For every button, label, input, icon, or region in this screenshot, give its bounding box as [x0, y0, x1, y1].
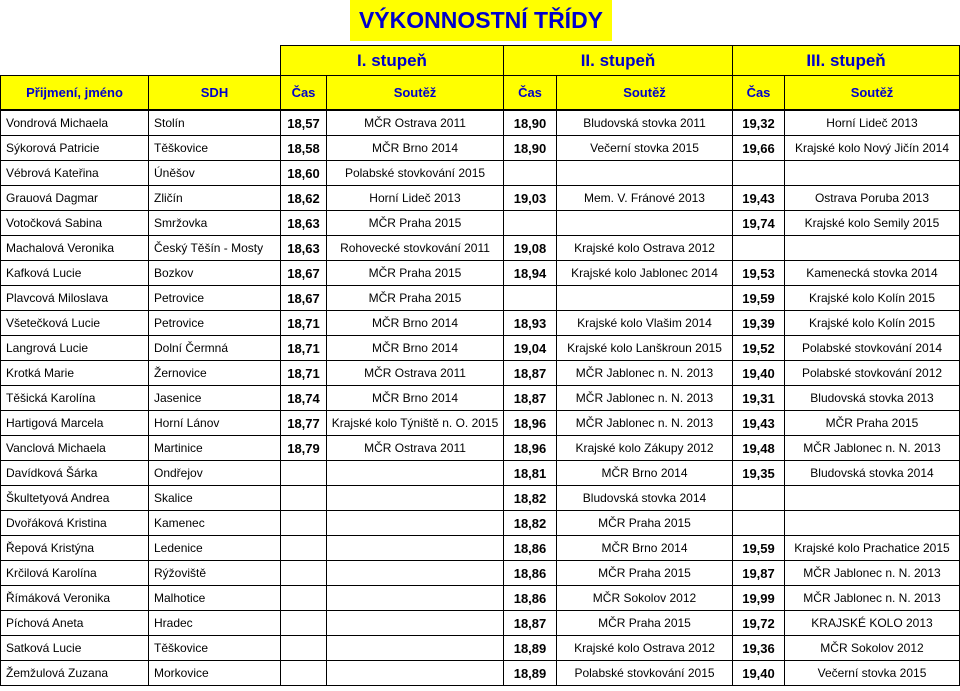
cell-cas-3: 19,39 — [733, 311, 785, 336]
cell-cas-1 — [281, 561, 327, 586]
table-row — [1, 136, 960, 161]
cell-soutez-2: MČR Brno 2014 — [557, 536, 733, 561]
cell-soutez-1: MČR Brno 2014 — [327, 136, 504, 161]
table-row — [1, 536, 960, 561]
cell-sdh: Horní Lánov — [149, 411, 281, 436]
column-header-name: Přijmení, jméno — [1, 76, 149, 110]
cell-cas-1: 18,62 — [281, 186, 327, 211]
cell-name: Vanclová Michaela — [1, 436, 149, 461]
table-row — [1, 586, 960, 611]
table-row — [1, 461, 960, 486]
cell-sdh: Stolín — [149, 111, 281, 136]
cell-soutez-1: MČR Brno 2014 — [327, 386, 504, 411]
cell-sdh: Skalice — [149, 486, 281, 511]
cell-cas-3: 19,87 — [733, 561, 785, 586]
cell-cas-2: 18,89 — [504, 636, 557, 661]
cell-soutez-1: Rohovecké stovkování 2011 — [327, 236, 504, 261]
cell-cas-1: 18,67 — [281, 286, 327, 311]
cell-soutez-3: MČR Jablonec n. N. 2013 — [785, 436, 960, 461]
cell-soutez-2 — [557, 161, 733, 186]
header-spacer — [149, 46, 281, 76]
stupen-2-header: II. stupeň — [504, 46, 733, 76]
cell-sdh: Jasenice — [149, 386, 281, 411]
cell-cas-2: 18,90 — [504, 136, 557, 161]
cell-sdh: Malhotice — [149, 586, 281, 611]
cell-cas-2: 18,86 — [504, 536, 557, 561]
cell-soutez-1: MČR Praha 2015 — [327, 261, 504, 286]
cell-cas-2: 18,81 — [504, 461, 557, 486]
table-row — [1, 261, 960, 286]
cell-cas-3: 19,43 — [733, 411, 785, 436]
cell-cas-3: 19,72 — [733, 611, 785, 636]
cell-cas-3 — [733, 511, 785, 536]
cell-soutez-3 — [785, 486, 960, 511]
cell-name: Krotká Marie — [1, 361, 149, 386]
cell-cas-1 — [281, 486, 327, 511]
cell-cas-3: 19,36 — [733, 636, 785, 661]
cell-name: Sýkorová Patricie — [1, 136, 149, 161]
cell-soutez-1 — [327, 511, 504, 536]
cell-soutez-3: Krajské kolo Semily 2015 — [785, 211, 960, 236]
column-header-soutez-1: Soutěž — [327, 76, 504, 110]
cell-soutez-3: MČR Praha 2015 — [785, 411, 960, 436]
cell-cas-2: 18,82 — [504, 486, 557, 511]
cell-soutez-3: MČR Sokolov 2012 — [785, 636, 960, 661]
table-row — [1, 436, 960, 461]
cell-soutez-3: Polabské stovkování 2012 — [785, 361, 960, 386]
cell-cas-1: 18,77 — [281, 411, 327, 436]
cell-soutez-2 — [557, 286, 733, 311]
cell-cas-2: 18,96 — [504, 436, 557, 461]
cell-cas-2: 19,08 — [504, 236, 557, 261]
table-row — [1, 311, 960, 336]
cell-cas-1: 18,60 — [281, 161, 327, 186]
cell-name: Všetečková Lucie — [1, 311, 149, 336]
cell-name: Machalová Veronika — [1, 236, 149, 261]
cell-soutez-2: Bludovská stovka 2011 — [557, 111, 733, 136]
cell-sdh: Kamenec — [149, 511, 281, 536]
cell-cas-3: 19,35 — [733, 461, 785, 486]
cell-soutez-1: MČR Brno 2014 — [327, 311, 504, 336]
cell-sdh: Žernovice — [149, 361, 281, 386]
cell-name: Škultetyová Andrea — [1, 486, 149, 511]
cell-soutez-2: MČR Sokolov 2012 — [557, 586, 733, 611]
cell-cas-1: 18,79 — [281, 436, 327, 461]
cell-soutez-2: MČR Jablonec n. N. 2013 — [557, 386, 733, 411]
table-row — [1, 511, 960, 536]
table-row — [1, 486, 960, 511]
cell-soutez-2: Polabské stovkování 2015 — [557, 661, 733, 686]
cell-sdh: Ledenice — [149, 536, 281, 561]
cell-soutez-3: Krajské kolo Kolín 2015 — [785, 286, 960, 311]
cell-soutez-2: MČR Praha 2015 — [557, 561, 733, 586]
table-header — [0, 45, 960, 110]
cell-cas-2 — [504, 211, 557, 236]
cell-cas-1 — [281, 636, 327, 661]
cell-cas-2 — [504, 286, 557, 311]
cell-soutez-2: Krajské kolo Zákupy 2012 — [557, 436, 733, 461]
cell-cas-3: 19,31 — [733, 386, 785, 411]
cell-cas-2: 18,87 — [504, 361, 557, 386]
cell-soutez-3: Krajské kolo Nový Jičín 2014 — [785, 136, 960, 161]
cell-soutez-2: MČR Jablonec n. N. 2013 — [557, 361, 733, 386]
cell-cas-3: 19,43 — [733, 186, 785, 211]
cell-name: Těšická Karolína — [1, 386, 149, 411]
cell-soutez-1: MČR Praha 2015 — [327, 211, 504, 236]
cell-cas-1: 18,71 — [281, 311, 327, 336]
cell-soutez-2: Krajské kolo Lanškroun 2015 — [557, 336, 733, 361]
cell-cas-3: 19,59 — [733, 536, 785, 561]
cell-cas-2: 18,96 — [504, 411, 557, 436]
cell-sdh: Těškovice — [149, 636, 281, 661]
cell-soutez-3: KRAJSKÉ KOLO 2013 — [785, 611, 960, 636]
cell-cas-1: 18,71 — [281, 361, 327, 386]
cell-soutez-2: Krajské kolo Ostrava 2012 — [557, 236, 733, 261]
cell-soutez-1: MČR Praha 2015 — [327, 286, 504, 311]
cell-cas-3: 19,59 — [733, 286, 785, 311]
cell-soutez-2 — [557, 211, 733, 236]
column-header-cas-3: Čas — [733, 76, 785, 110]
cell-name: Votočková Sabina — [1, 211, 149, 236]
cell-sdh: Petrovice — [149, 286, 281, 311]
cell-cas-2: 18,90 — [504, 111, 557, 136]
table-row — [1, 411, 960, 436]
cell-soutez-1 — [327, 561, 504, 586]
cell-cas-2: 19,03 — [504, 186, 557, 211]
cell-soutez-2: MČR Brno 2014 — [557, 461, 733, 486]
table-row — [1, 611, 960, 636]
cell-soutez-2: MČR Praha 2015 — [557, 611, 733, 636]
results-table — [0, 110, 960, 686]
cell-soutez-2: Bludovská stovka 2014 — [557, 486, 733, 511]
cell-cas-2: 19,04 — [504, 336, 557, 361]
cell-name: Římáková Veronika — [1, 586, 149, 611]
cell-sdh: Bozkov — [149, 261, 281, 286]
cell-sdh: Český Těšín - Mosty — [149, 236, 281, 261]
cell-sdh: Martinice — [149, 436, 281, 461]
cell-soutez-3 — [785, 161, 960, 186]
cell-sdh: Hradec — [149, 611, 281, 636]
cell-cas-3 — [733, 161, 785, 186]
cell-cas-2: 18,86 — [504, 561, 557, 586]
cell-soutez-3: Bludovská stovka 2014 — [785, 461, 960, 486]
cell-cas-1: 18,58 — [281, 136, 327, 161]
cell-soutez-1: MČR Ostrava 2011 — [327, 436, 504, 461]
cell-cas-3: 19,99 — [733, 586, 785, 611]
cell-cas-1 — [281, 611, 327, 636]
cell-cas-2: 18,86 — [504, 586, 557, 611]
cell-soutez-1: MČR Ostrava 2011 — [327, 111, 504, 136]
cell-cas-1 — [281, 461, 327, 486]
cell-cas-1 — [281, 536, 327, 561]
cell-name: Vondrová Michaela — [1, 111, 149, 136]
column-header-soutez-2: Soutěž — [557, 76, 733, 110]
cell-soutez-3: Krajské kolo Prachatice 2015 — [785, 536, 960, 561]
cell-cas-1: 18,74 — [281, 386, 327, 411]
cell-sdh: Dolní Čermná — [149, 336, 281, 361]
cell-name: Řepová Kristýna — [1, 536, 149, 561]
cell-cas-1 — [281, 661, 327, 686]
cell-cas-3: 19,74 — [733, 211, 785, 236]
cell-soutez-1 — [327, 611, 504, 636]
cell-cas-2: 18,87 — [504, 386, 557, 411]
cell-cas-1: 18,63 — [281, 211, 327, 236]
cell-cas-1: 18,63 — [281, 236, 327, 261]
cell-soutez-1: Polabské stovkování 2015 — [327, 161, 504, 186]
table-row — [1, 186, 960, 211]
cell-sdh: Morkovice — [149, 661, 281, 686]
column-header-cas-2: Čas — [504, 76, 557, 110]
cell-soutez-1 — [327, 636, 504, 661]
cell-cas-3: 19,53 — [733, 261, 785, 286]
cell-cas-2: 18,87 — [504, 611, 557, 636]
cell-name: Hartigová Marcela — [1, 411, 149, 436]
cell-name: Dvořáková Kristina — [1, 511, 149, 536]
cell-soutez-1: Horní Lideč 2013 — [327, 186, 504, 211]
cell-sdh: Úněšov — [149, 161, 281, 186]
cell-cas-3 — [733, 236, 785, 261]
table-row — [1, 661, 960, 686]
page-title: VÝKONNOSTNÍ TŘÍDY — [350, 0, 612, 41]
cell-cas-2 — [504, 161, 557, 186]
column-header-soutez-3: Soutěž — [785, 76, 960, 110]
cell-name: Píchová Aneta — [1, 611, 149, 636]
cell-cas-1: 18,67 — [281, 261, 327, 286]
cell-sdh: Smržovka — [149, 211, 281, 236]
cell-soutez-3: Polabské stovkování 2014 — [785, 336, 960, 361]
cell-soutez-3: Horní Lideč 2013 — [785, 111, 960, 136]
table-row — [1, 236, 960, 261]
stupen-3-header: III. stupeň — [733, 46, 960, 76]
column-header-cas-1: Čas — [281, 76, 327, 110]
cell-cas-2: 18,89 — [504, 661, 557, 686]
table-row — [1, 561, 960, 586]
cell-soutez-2: MČR Praha 2015 — [557, 511, 733, 536]
cell-soutez-2: Krajské kolo Vlašim 2014 — [557, 311, 733, 336]
cell-soutez-3: MČR Jablonec n. N. 2013 — [785, 586, 960, 611]
cell-soutez-2: Večerní stovka 2015 — [557, 136, 733, 161]
cell-cas-2: 18,93 — [504, 311, 557, 336]
cell-cas-1: 18,57 — [281, 111, 327, 136]
cell-name: Langrová Lucie — [1, 336, 149, 361]
cell-name: Plavcová Miloslava — [1, 286, 149, 311]
cell-soutez-1 — [327, 461, 504, 486]
cell-soutez-3: Krajské kolo Kolín 2015 — [785, 311, 960, 336]
cell-cas-2: 18,82 — [504, 511, 557, 536]
column-header-sdh: SDH — [149, 76, 281, 110]
stupen-1-header: I. stupeň — [281, 46, 504, 76]
cell-soutez-2: Krajské kolo Jablonec 2014 — [557, 261, 733, 286]
cell-cas-3: 19,66 — [733, 136, 785, 161]
cell-sdh: Zličín — [149, 186, 281, 211]
cell-name: Žemžulová Zuzana — [1, 661, 149, 686]
cell-sdh: Petrovice — [149, 311, 281, 336]
cell-soutez-1 — [327, 661, 504, 686]
cell-sdh: Rýžoviště — [149, 561, 281, 586]
cell-soutez-1 — [327, 486, 504, 511]
cell-name: Grauová Dagmar — [1, 186, 149, 211]
cell-cas-3: 19,40 — [733, 361, 785, 386]
cell-soutez-1 — [327, 586, 504, 611]
table-row — [1, 161, 960, 186]
cell-name: Davídková Šárka — [1, 461, 149, 486]
cell-cas-3 — [733, 486, 785, 511]
table-row — [1, 336, 960, 361]
cell-cas-1: 18,71 — [281, 336, 327, 361]
cell-soutez-1: MČR Ostrava 2011 — [327, 361, 504, 386]
cell-cas-3: 19,48 — [733, 436, 785, 461]
cell-cas-1 — [281, 511, 327, 536]
cell-cas-3: 19,40 — [733, 661, 785, 686]
cell-soutez-3: MČR Jablonec n. N. 2013 — [785, 561, 960, 586]
cell-soutez-3 — [785, 511, 960, 536]
cell-name: Vébrová Kateřina — [1, 161, 149, 186]
table-row — [1, 211, 960, 236]
cell-name: Krčilová Karolína — [1, 561, 149, 586]
cell-soutez-3 — [785, 236, 960, 261]
cell-soutez-1: MČR Brno 2014 — [327, 336, 504, 361]
cell-name: Satková Lucie — [1, 636, 149, 661]
cell-sdh: Těškovice — [149, 136, 281, 161]
cell-cas-1 — [281, 586, 327, 611]
cell-name: Kafková Lucie — [1, 261, 149, 286]
cell-soutez-2: MČR Jablonec n. N. 2013 — [557, 411, 733, 436]
cell-cas-2: 18,94 — [504, 261, 557, 286]
cell-soutez-1 — [327, 536, 504, 561]
cell-soutez-1: Krajské kolo Týniště n. O. 2015 — [327, 411, 504, 436]
cell-soutez-3: Bludovská stovka 2013 — [785, 386, 960, 411]
table-row — [1, 286, 960, 311]
table-row — [1, 361, 960, 386]
table-row — [1, 636, 960, 661]
table-row — [1, 111, 960, 136]
cell-soutez-3: Ostrava Poruba 2013 — [785, 186, 960, 211]
cell-soutez-2: Krajské kolo Ostrava 2012 — [557, 636, 733, 661]
table-row — [1, 386, 960, 411]
header-spacer — [1, 46, 149, 76]
cell-cas-3: 19,32 — [733, 111, 785, 136]
cell-soutez-2: Mem. V. Fránové 2013 — [557, 186, 733, 211]
cell-soutez-3: Kamenecká stovka 2014 — [785, 261, 960, 286]
cell-sdh: Ondřejov — [149, 461, 281, 486]
cell-cas-3: 19,52 — [733, 336, 785, 361]
cell-soutez-3: Večerní stovka 2015 — [785, 661, 960, 686]
